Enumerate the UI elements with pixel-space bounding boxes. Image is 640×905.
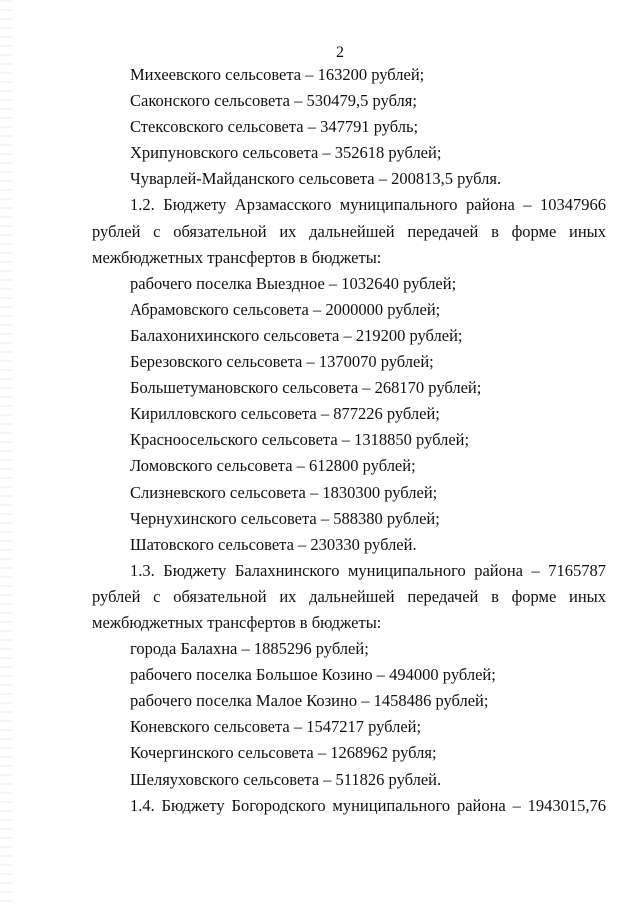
list-item: Березовского сельсовета – 1370070 рублей; — [130, 352, 434, 372]
list-item: Шатовского сельсовета – 230330 рублей. — [130, 534, 417, 554]
paragraph-line: рублей с обязательной их дальнейшей передачей в форме иных — [92, 221, 606, 241]
list-item: Шеляуховского сельсовета – 511826 рублей. — [130, 769, 442, 789]
list-item: Стексовского сельсовета – 347791 рубль; — [130, 117, 419, 137]
paragraph-line: 1.3. Бюджету Балахнинского муниципального района – 7165787 — [130, 560, 606, 580]
list-item: города Балахна – 1885296 рублей; — [130, 639, 369, 659]
list-item: Кирилловского сельсовета – 877226 рублей; — [130, 404, 440, 424]
list-item: Чуварлей-Майданского сельсовета – 200813,5 рубля. — [130, 169, 502, 189]
list-item: Слизневского сельсовета – 1830300 рублей; — [130, 482, 438, 502]
section-1-3-paragraph — [92, 558, 606, 636]
list-item: Красноосельского сельсовета – 1318850 рублей; — [130, 430, 470, 450]
list-item: Чернухинского сельсовета – 588380 рублей; — [130, 508, 440, 528]
list-item: Михеевского сельсовета – 163200 рублей; — [130, 65, 425, 84]
scan-edge-artifact — [0, 0, 12, 905]
list-item: Балахонихинского сельсовета – 219200 рублей; — [130, 325, 463, 345]
list-item: рабочего поселка Выездное – 1032640 рублей; — [130, 273, 457, 293]
list-item: Большетумановского сельсовета – 268170 рублей; — [130, 378, 482, 398]
paragraph-line: межбюджетных трансфертов в бюджеты: — [92, 612, 382, 632]
document-body — [92, 62, 606, 819]
list-item: Коневского сельсовета – 1547217 рублей; — [130, 717, 422, 737]
list-item: Кочергинского сельсовета – 1268962 рубля; — [130, 743, 437, 763]
list-item: Ломовского сельсовета – 612800 рублей; — [130, 456, 416, 476]
paragraph-line: 1.4. Бюджету Богородского муниципального района – 1943015,76 — [130, 795, 606, 815]
section-1-4-paragraph — [92, 793, 606, 819]
paragraph-line: рублей с обязательной их дальнейшей передачей в форме иных — [92, 586, 606, 606]
list-item: рабочего поселка Малое Козино – 1458486 рублей; — [130, 691, 489, 711]
paragraph-line: 1.2. Бюджету Арзамасского муниципального района – 10347966 — [130, 195, 606, 215]
section-1-2-paragraph — [92, 192, 606, 270]
paragraph-line: межбюджетных трансфертов в бюджеты: — [92, 247, 382, 267]
list-item: Абрамовского сельсовета – 2000000 рублей; — [130, 299, 441, 319]
page-number: 2 — [336, 44, 344, 61]
list-item: рабочего поселка Большое Козино – 494000 рублей; — [130, 665, 496, 685]
list-item: Хрипуновского сельсовета – 352618 рублей; — [130, 143, 442, 163]
list-item: Саконского сельсовета – 530479,5 рубля; — [130, 91, 417, 111]
